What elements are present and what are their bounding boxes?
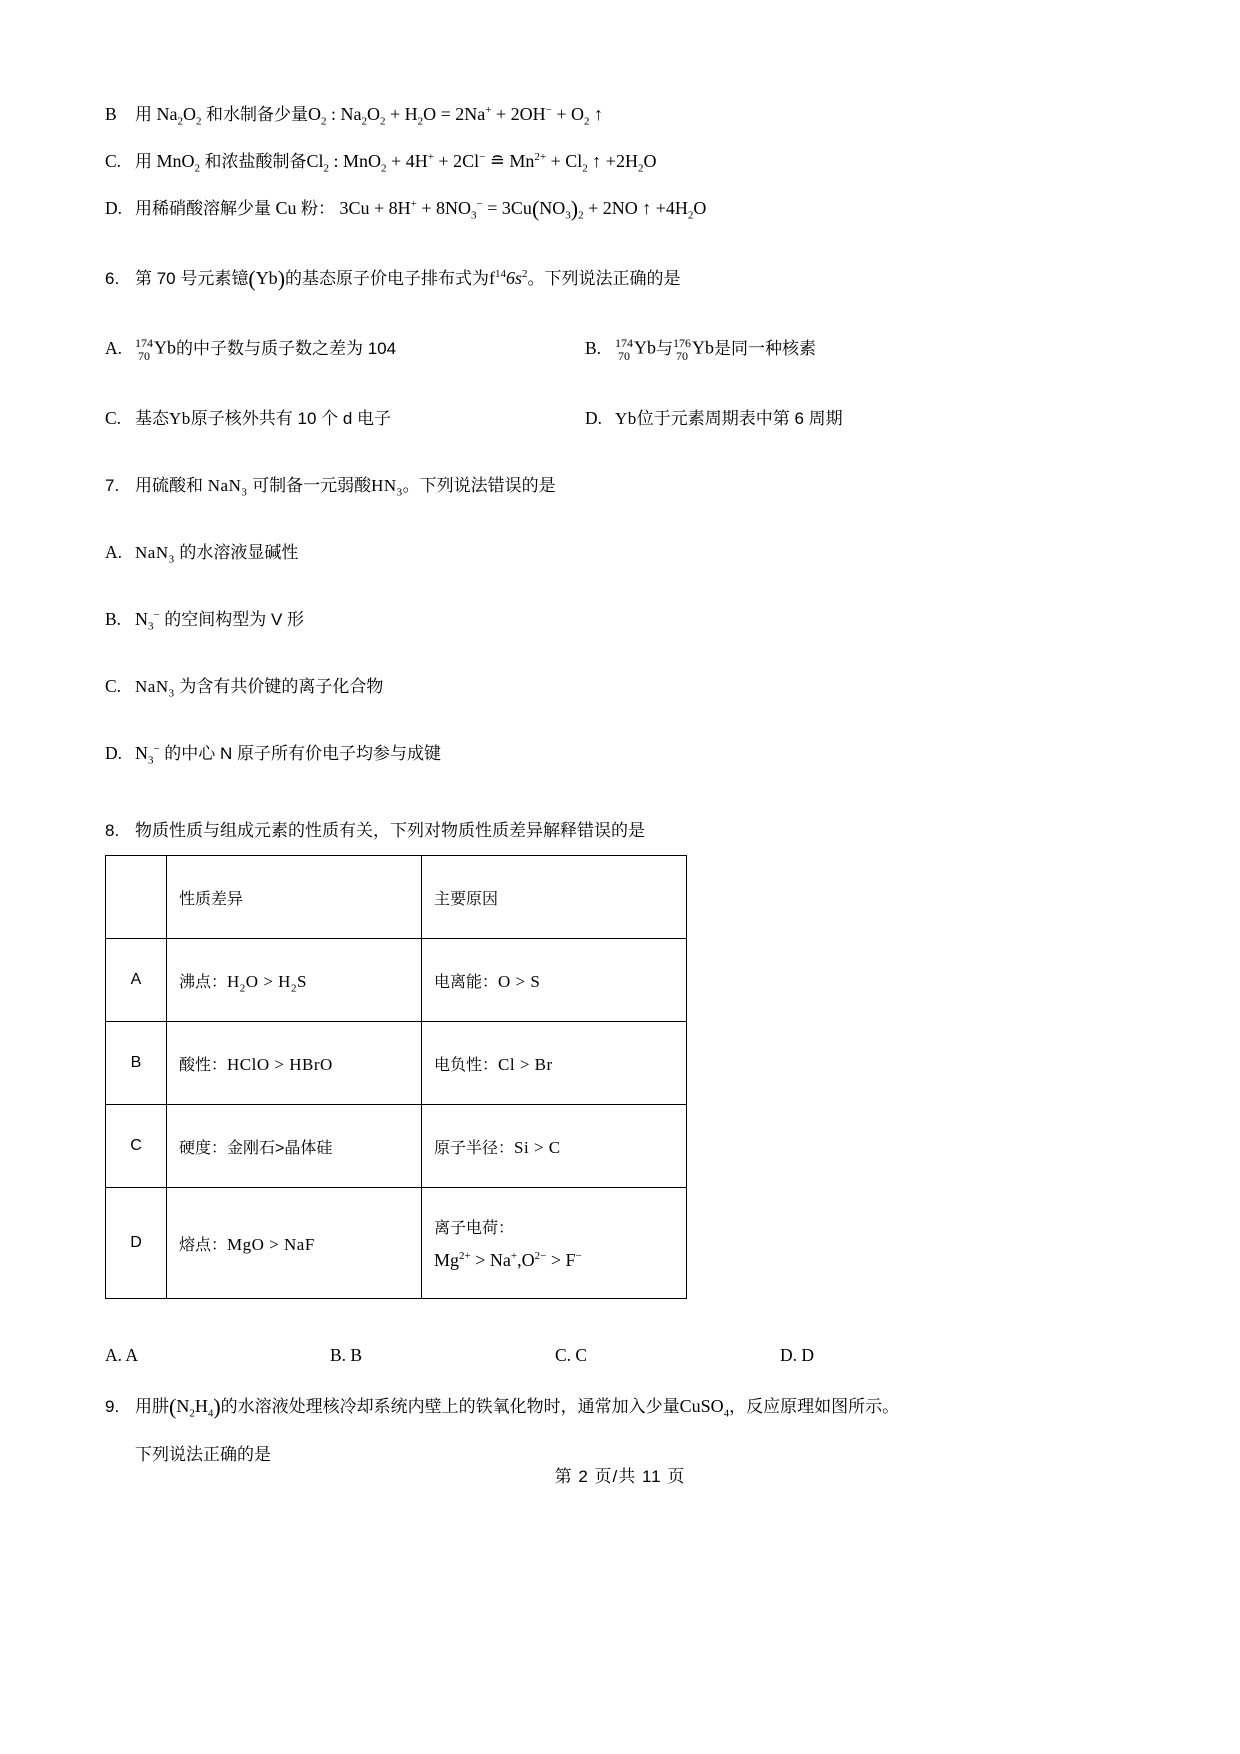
row-reason-d-value: $Mg^{2+} > Na^+,O^{2-} > F^-$: [434, 1250, 582, 1271]
row-reason-a-value: O > S: [498, 971, 541, 991]
q7-stem-text-3: 。下列说法错误的是: [402, 476, 556, 496]
q6-option-c-text-1: 基态: [135, 409, 169, 429]
row-diff-c-label: 硬度：: [179, 1139, 228, 1157]
table-row: [106, 1022, 687, 1105]
row-reason-b-value: Cl > Br: [498, 1054, 553, 1074]
q7-option-c-text: 为含有共价键的离子化合物: [179, 677, 384, 697]
q7-option-c: [105, 672, 1120, 700]
q6-option-b-nuclide-2: 176 70 Yb: [673, 336, 714, 363]
q6-stem-text-3: 。下列说法正确的是: [527, 269, 681, 288]
row-reason-a-label: 电离能：: [434, 973, 499, 991]
q6-option-d-label: D.: [585, 408, 603, 429]
q6-option-c-chem: Yb: [169, 409, 191, 429]
q6-stem-config: $f^{14}6s^2$: [489, 268, 528, 288]
q6-stem-chem: (Yb): [248, 266, 286, 291]
q6-option-c-text-2: 原子核外共有 10 个 d 电子: [190, 409, 392, 429]
row-reason-c: [422, 1105, 687, 1188]
row-reason-c-label: 原子半径：: [434, 1139, 515, 1157]
table-header-row: [106, 856, 687, 939]
page-footer: [0, 1462, 1240, 1487]
q9-text-3: ，反应原理如图所示。: [729, 1397, 900, 1417]
row-diff-b: [167, 1022, 422, 1105]
row-reason-c-value: Si > C: [514, 1137, 561, 1157]
row-diff-d-value: MgO > NaF: [227, 1234, 315, 1254]
q5-option-c-chem-2: $Cl_2$: [306, 151, 330, 175]
table-header-diff: 性质差异: [167, 856, 422, 939]
table-header-key: [106, 856, 167, 939]
q8-stem: [105, 816, 1120, 841]
q5-option-b-chem-2: $O_2$: [308, 104, 327, 128]
q7-option-a-chem: NaN$_3$: [135, 543, 175, 566]
q9-chem-2: CuSO$_4$: [679, 1396, 730, 1421]
q5-option-b-text-2: 和水制备少量: [206, 105, 308, 124]
row-key-d: D: [106, 1188, 167, 1299]
q9-text-2: 的水溶液处理核冷却系统内壁上的铁氧化物时，通常加入少量: [220, 1397, 680, 1417]
q8-table: [105, 855, 687, 1299]
row-key-b: B: [106, 1022, 167, 1105]
row-diff-b-label: 酸性：: [179, 1056, 228, 1074]
q7-number: 7.: [105, 476, 120, 496]
q8-answer-d[interactable]: D. D: [780, 1345, 815, 1366]
row-reason-a: [422, 939, 687, 1022]
q6-option-d-chem: Yb: [615, 409, 637, 429]
q5-option-c: [105, 147, 1120, 175]
row-diff-c-value: 金刚石>晶体硅: [227, 1139, 333, 1157]
q6-stem-text-1: 第 70 号元素镱: [135, 269, 249, 288]
q5-option-b: [105, 100, 1120, 128]
q5-option-d: [105, 194, 1120, 222]
row-key-c: C: [106, 1105, 167, 1188]
q7-option-a-label: A.: [105, 542, 123, 563]
q7-option-a-text: 的水溶液显碱性: [179, 543, 299, 563]
row-reason-b: [422, 1022, 687, 1105]
q7-option-c-label: C.: [105, 676, 122, 697]
row-diff-d: [167, 1188, 422, 1299]
q5-option-c-chem-1: MnO$_2$: [152, 151, 201, 175]
q5-option-b-text-1: 用: [135, 105, 152, 124]
q7-stem-chem-2: $HN_3$: [371, 476, 403, 499]
q6-option-d-text: 位于元素周期表中第 6 周期: [636, 409, 843, 429]
q6-option-a-text: 的中子数与质子数之差为 104: [176, 339, 397, 358]
q6-stem-text-2: 的基态原子价电子排布式为: [285, 269, 490, 288]
table-row: [106, 1188, 687, 1299]
q8-stem-text: 物质性质与组成元素的性质有关，下列对物质性质差异解释错误的是: [135, 821, 645, 841]
row-reason-d: [422, 1188, 687, 1299]
q9-text-1: 用肼: [135, 1397, 169, 1417]
q6-option-b-text: 是同一种核素: [714, 339, 816, 358]
q7-stem: [105, 471, 1120, 499]
q7-option-d-chem: $N_3^-$: [135, 743, 160, 768]
q6-option-b-nuclide-1: 174 70 Yb: [615, 336, 656, 363]
q5-option-d-label: D.: [105, 198, 123, 218]
q5-option-b-label: B: [105, 104, 117, 124]
row-key-a: A: [106, 939, 167, 1022]
q9-stem: [105, 1392, 1120, 1420]
row-reason-d-label: 离子电荷：: [434, 1220, 515, 1238]
q7-option-d-label: D.: [105, 743, 123, 764]
q5-option-b-chem-1: $Na_2O_2$: [152, 104, 202, 128]
q5-option-c-text-1: 用: [135, 152, 152, 171]
q7-stem-text-2: 可制备一元弱酸: [252, 476, 372, 496]
q7-option-b-label: B.: [105, 609, 122, 630]
page-footer-text: 第 2 页/共 11 页: [554, 1467, 686, 1486]
q6-option-b-label: B.: [585, 338, 602, 358]
row-diff-a-value: $H_2O > H_2S$: [227, 971, 307, 995]
q9-chem-1: $(N_2H_4)$: [169, 1394, 221, 1421]
table-row: [106, 939, 687, 1022]
q6-option-c-label: C.: [105, 408, 122, 429]
row-reason-b-label: 电负性：: [434, 1056, 499, 1074]
q5-option-d-text-1: 用稀硝酸溶解少量: [135, 199, 271, 218]
q6-option-b-middle: 与: [656, 339, 673, 358]
q9-text-4: 下列说法正确的是: [135, 1445, 271, 1465]
q6-option-b: [585, 334, 816, 362]
q5-option-d-equation: $3Cu + 8H^+ + 8NO_3^- = 3Cu(NO_3)_2 + 2NO$ ↑ $+4H_2O$: [335, 196, 707, 222]
q8-answer-c[interactable]: C. C: [555, 1345, 588, 1366]
q6-option-d: [585, 404, 843, 429]
q5-option-c-equation: : MnO$_2$ + 4H+ + 2Cl− ≘ $Mn^{2+} + Cl_2$ ↑ $+2H_2O$: [329, 151, 657, 175]
q6-stem: [105, 264, 1120, 292]
q7-option-c-chem: NaN$_3$: [135, 677, 175, 700]
q6-options-ab: [105, 334, 1120, 362]
q6-option-a-nuclide: 174 70 Yb: [135, 336, 176, 363]
q8-answer-b[interactable]: B. B: [330, 1345, 363, 1366]
q7-stem-text-1: 用硫酸和: [135, 476, 203, 496]
q5-option-b-colon: : $Na_2O_2 + H_2O = 2Na^+ + 2OH^- + O_2$ ↑: [326, 104, 604, 128]
q7-option-a: [105, 538, 1120, 566]
row-diff-a: [167, 939, 422, 1022]
row-diff-c: [167, 1105, 422, 1188]
q8-answer-options: [105, 1345, 1120, 1366]
row-diff-d-label: 熔点：: [179, 1236, 228, 1254]
q6-option-a: [105, 334, 585, 362]
q6-number: 6.: [105, 269, 120, 288]
q5-option-c-label: C.: [105, 151, 122, 171]
table-row: [106, 1105, 687, 1188]
q8-answer-a[interactable]: A. A: [105, 1345, 139, 1366]
q7-option-b-text: 的空间构型为 V 形: [164, 610, 305, 630]
table-header-reason: 主要原因: [422, 856, 687, 939]
q7-option-d-text: 的中心 N 原子所有价电子均参与成键: [164, 744, 441, 764]
q5-option-d-text-2: 粉：: [301, 199, 336, 218]
q5-option-d-chem-1: Cu: [271, 198, 302, 218]
q5-option-c-text-2: 和浓盐酸制备: [204, 152, 307, 171]
q9-number: 9.: [105, 1397, 120, 1417]
q6-option-a-label: A.: [105, 338, 123, 358]
q7-option-b-chem: $N_3^-$: [135, 609, 160, 634]
q7-option-d: [105, 739, 1120, 768]
q7-option-b: [105, 605, 1120, 634]
q6-option-c: [105, 404, 585, 429]
q8-number: 8.: [105, 821, 120, 841]
q6-options-cd: [105, 404, 1120, 429]
row-diff-b-value: HClO > HBrO: [227, 1054, 333, 1074]
q7-stem-chem-1: NaN$_3$: [203, 476, 248, 499]
row-diff-a-label: 沸点：: [179, 973, 228, 991]
